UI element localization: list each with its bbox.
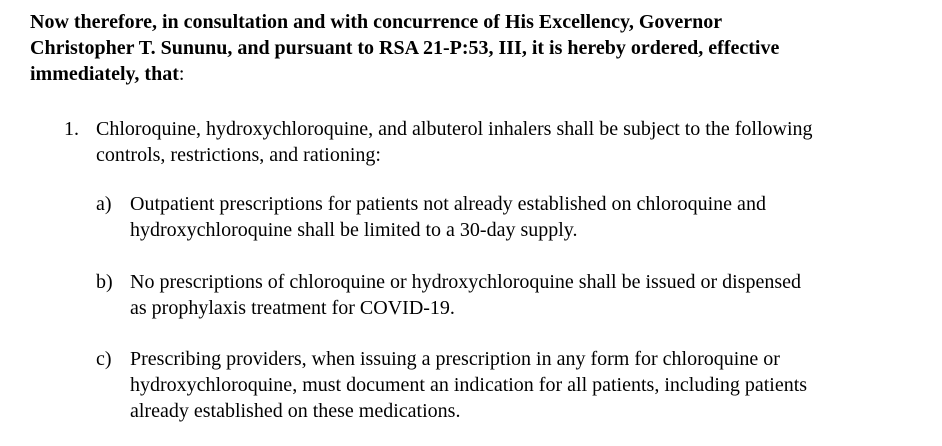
sub-item-marker-b: b) xyxy=(96,271,113,293)
sub-item-text-c xyxy=(130,346,930,424)
preamble-line: Christopher T. Sununu, and pursuant to RSA 21-P:53, III, it is hereby ordered, effective xyxy=(30,37,780,59)
sub-item-marker-c: c) xyxy=(96,348,112,370)
list-item-text xyxy=(96,116,936,168)
sub-item-line: hydroxychloroquine shall be limited to a 30-day supply. xyxy=(130,219,578,241)
sub-item-line: Outpatient prescriptions for patients not already established on chloroquine and xyxy=(130,193,766,215)
sub-item-text-a xyxy=(130,191,930,243)
sub-item-line: No prescriptions of chloroquine or hydroxychloroquine shall be issued or dispensed xyxy=(130,271,801,293)
sub-item-line: Prescribing providers, when issuing a prescription in any form for chloroquine or xyxy=(130,348,780,370)
preamble-line-last xyxy=(30,61,930,87)
sub-item-line: already established on these medications. xyxy=(130,400,461,422)
preamble-line: Now therefore, in consultation and with concurrence of His Excellency, Governor xyxy=(30,11,723,33)
list-item-line: Chloroquine, hydroxychloroquine, and albuterol inhalers shall be subject to the following xyxy=(96,118,813,140)
sub-item-line: as prophylaxis treatment for COVID-19. xyxy=(130,297,455,319)
preamble-colon: : xyxy=(178,63,185,85)
sub-item-marker-a: a) xyxy=(96,193,112,215)
sub-item-text-b xyxy=(130,269,930,321)
sub-item-line: hydroxychloroquine, must document an indication for all patients, including patients xyxy=(130,374,808,396)
list-item-line: controls, restrictions, and rationing: xyxy=(96,144,381,166)
preamble-line-text: immediately, that xyxy=(30,63,179,85)
order-preamble xyxy=(30,9,930,87)
list-item-number: 1. xyxy=(64,118,79,140)
